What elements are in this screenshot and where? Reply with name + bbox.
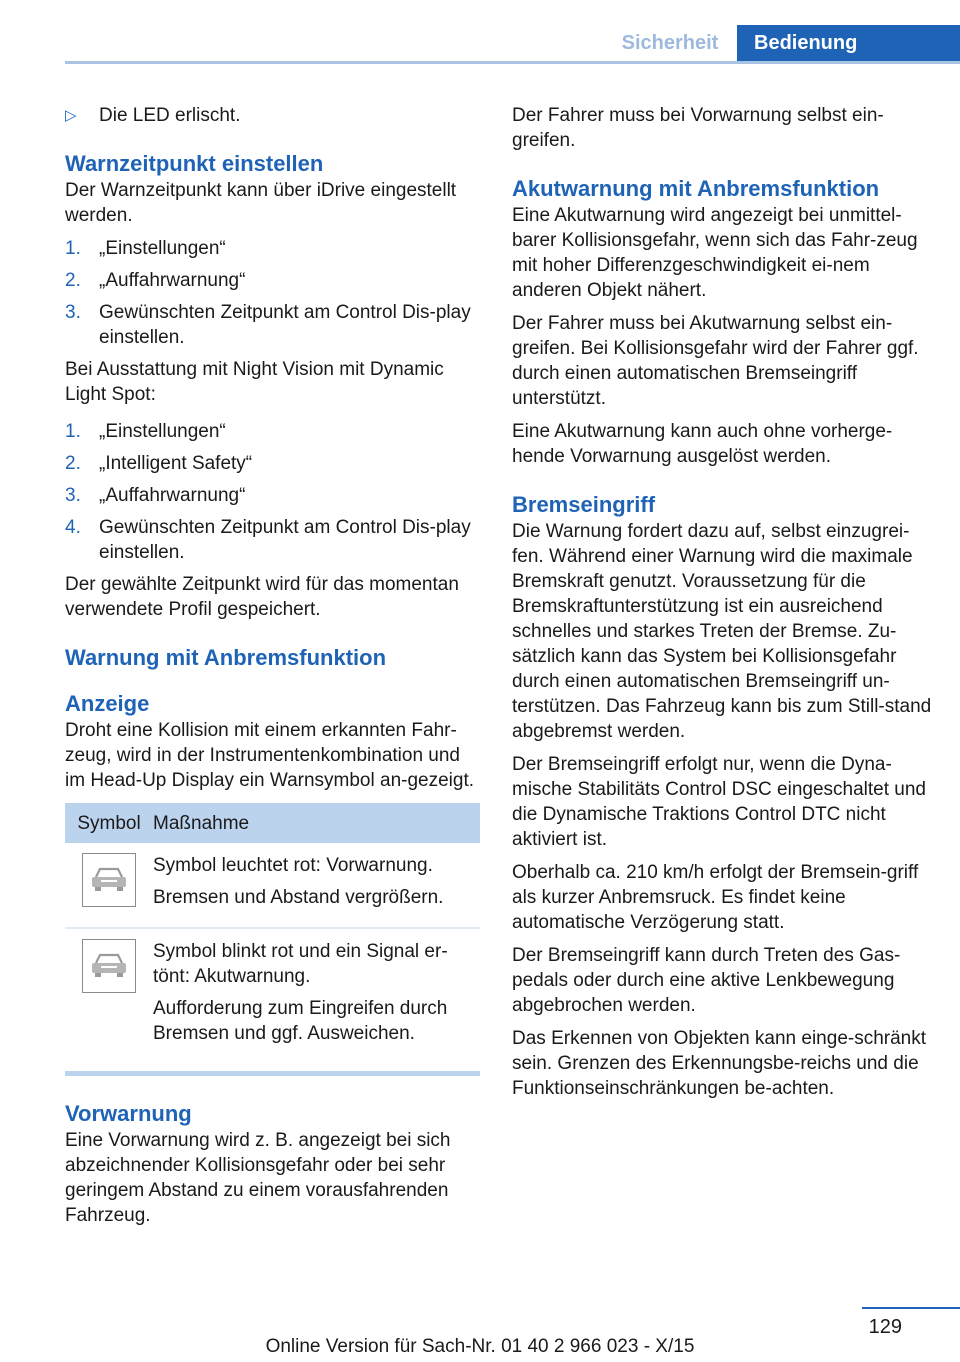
list-number: 3. — [65, 485, 81, 506]
bullet-item — [65, 103, 480, 128]
list-text: „Einstellungen“ — [99, 238, 226, 259]
bullet-text: Die LED erlischt. — [99, 105, 241, 126]
list-item — [65, 268, 480, 293]
paragraph-akut-3: Eine Akutwarnung kann auch ohne vorherge-hende Vorwarnung ausgelöst werden. — [512, 421, 893, 467]
list-item — [65, 236, 480, 261]
list-item — [65, 419, 480, 444]
list-item — [65, 300, 480, 350]
paragraph-brems-2: Der Bremseingriff erfolgt nur, wenn die Dyna-mische Stabilitäts Control DSC eingeschaltet und die Dynamische Traktions Control DTC nicht aktiviert ist. — [512, 754, 926, 850]
heading-akutwarnung: Akutwarnung mit Anbremsfunktion — [512, 176, 880, 201]
table-header — [65, 803, 480, 843]
list-number: 1. — [65, 421, 81, 442]
page-number: 129 — [868, 1316, 902, 1338]
paragraph-warnzeitpunkt: Der Warnzeitpunkt kann über iDrive eingestellt werden. — [65, 180, 457, 226]
list-text: „Auffahrwarnung“ — [99, 485, 246, 506]
paragraph-anzeige: Droht eine Kollision mit einem erkannten Fahr-zeug, wird in der Instrumentenkombination und im Head-Up Display ein Warnsymbol an-gezeigt. — [65, 720, 475, 791]
table-cell-text: Symbol blinkt rot und ein Signal er-tönt: Akutwarnung. — [153, 941, 448, 987]
footer-version-text: Online Version für Sach-Nr. 01 40 2 966 023 - X/15 — [265, 1336, 695, 1357]
heading-warnung-anbremsfunktion: Warnung mit Anbremsfunktion — [65, 645, 387, 670]
paragraph-brems-3: Oberhalb ca. 210 km/h erfolgt der Bremsein-griff als kurzer Anbremsruck. Es findet keine automatische Verzögerung statt. — [512, 862, 919, 933]
list-item — [65, 451, 480, 476]
list-number: 3. — [65, 302, 81, 323]
paragraph-brems-1: Die Warnung fordert dazu auf, selbst einzugrei-fen. Während einer Warnung wird die maximale Bremskraft genutzt. Voraussetzung für die Bremskraftunterstützung ist ein ausreichend schnelles und starkes Treten der Bremse. Zu-sätzlich kann das System bei Kollisionsgefahr durch einen automatischen Bremseingriff un-terstützen. Das Fahrzeug kann bis zum Still-stand abgebremst werden. — [512, 521, 932, 742]
list-text: Gewünschten Zeitpunkt am Control Dis-play einstellen. — [99, 302, 471, 348]
table-row — [65, 929, 480, 1063]
left-column — [65, 103, 480, 1236]
car-warning-icon — [82, 939, 136, 993]
heading-bremseingriff: Bremseingriff — [512, 492, 656, 517]
paragraph-akut-1: Eine Akutwarnung wird angezeigt bei unmittel-barer Kollisionsgefahr, wenn sich das Fahr-zeug mit hoher Differenzgeschwindigkeit ei-nem anderen Objekt nähert. — [512, 205, 918, 301]
tab-sicherheit[interactable]: Sicherheit — [621, 32, 719, 54]
paragraph-fahrer: Der Fahrer muss bei Vorwarnung selbst ein-greifen. — [512, 105, 884, 151]
list-text: „Intelligent Safety“ — [99, 453, 253, 474]
heading-warnzeitpunkt: Warnzeitpunkt einstellen — [65, 151, 324, 176]
list-number: 2. — [65, 270, 81, 291]
symbol-table — [65, 803, 480, 1076]
table-cell-text: Bremsen und Abstand vergrößern. — [153, 887, 444, 908]
paragraph-brems-5: Das Erkennen von Objekten kann einge-schränkt sein. Grenzen des Erkennungsbe-reichs und die Funktionseinschränkungen be-achten. — [512, 1028, 927, 1099]
paragraph-akut-2: Der Fahrer muss bei Akutwarnung selbst ein-greifen. Bei Kollisionsgefahr wird der Fahrer ggf. durch einen automatischen Bremseingriff unterstützt. — [512, 313, 919, 409]
list-number: 1. — [65, 238, 81, 259]
list-number: 4. — [65, 517, 81, 538]
heading-vorwarnung: Vorwarnung — [65, 1101, 192, 1126]
header-symbol: Symbol — [77, 812, 141, 834]
table-row — [65, 843, 480, 927]
triangle-bullet-icon: ▷ — [65, 107, 77, 124]
header-rule — [65, 61, 960, 64]
paragraph-brems-4: Der Bremseingriff kann durch Treten des Gas-pedals oder durch eine aktive Lenkbewegung abgebrochen werden. — [512, 945, 901, 1016]
list-number: 2. — [65, 453, 81, 474]
list-item — [65, 515, 480, 565]
paragraph-profil: Der gewählte Zeitpunkt wird für das momentan verwendete Profil gespeichert. — [65, 574, 459, 620]
table-cell-text: Symbol leuchtet rot: Vorwarnung. — [153, 855, 433, 876]
paragraph-night-vision: Bei Ausstattung mit Night Vision mit Dynamic Light Spot: — [65, 359, 444, 405]
paragraph-vorwarnung: Eine Vorwarnung wird z. B. angezeigt bei sich abzeichnender Kollisionsgefahr oder bei sehr geringem Abstand zu einem vorausfahrenden Fahrzeug. — [65, 1130, 451, 1226]
tab-bedienung[interactable]: Bedienung — [737, 25, 960, 61]
footer-rule — [862, 1307, 960, 1309]
car-warning-icon — [82, 853, 136, 907]
list-text: Gewünschten Zeitpunkt am Control Dis-play einstellen. — [99, 517, 471, 563]
list-item — [65, 483, 480, 508]
heading-anzeige: Anzeige — [65, 691, 150, 716]
list-text: „Einstellungen“ — [99, 421, 226, 442]
header-massnahme: Maßnahme — [153, 812, 250, 834]
table-cell-text: Aufforderung zum Eingreifen durch Bremsen und ggf. Ausweichen. — [153, 998, 448, 1044]
right-column — [512, 103, 932, 1109]
list-text: „Auffahrwarnung“ — [99, 270, 246, 291]
